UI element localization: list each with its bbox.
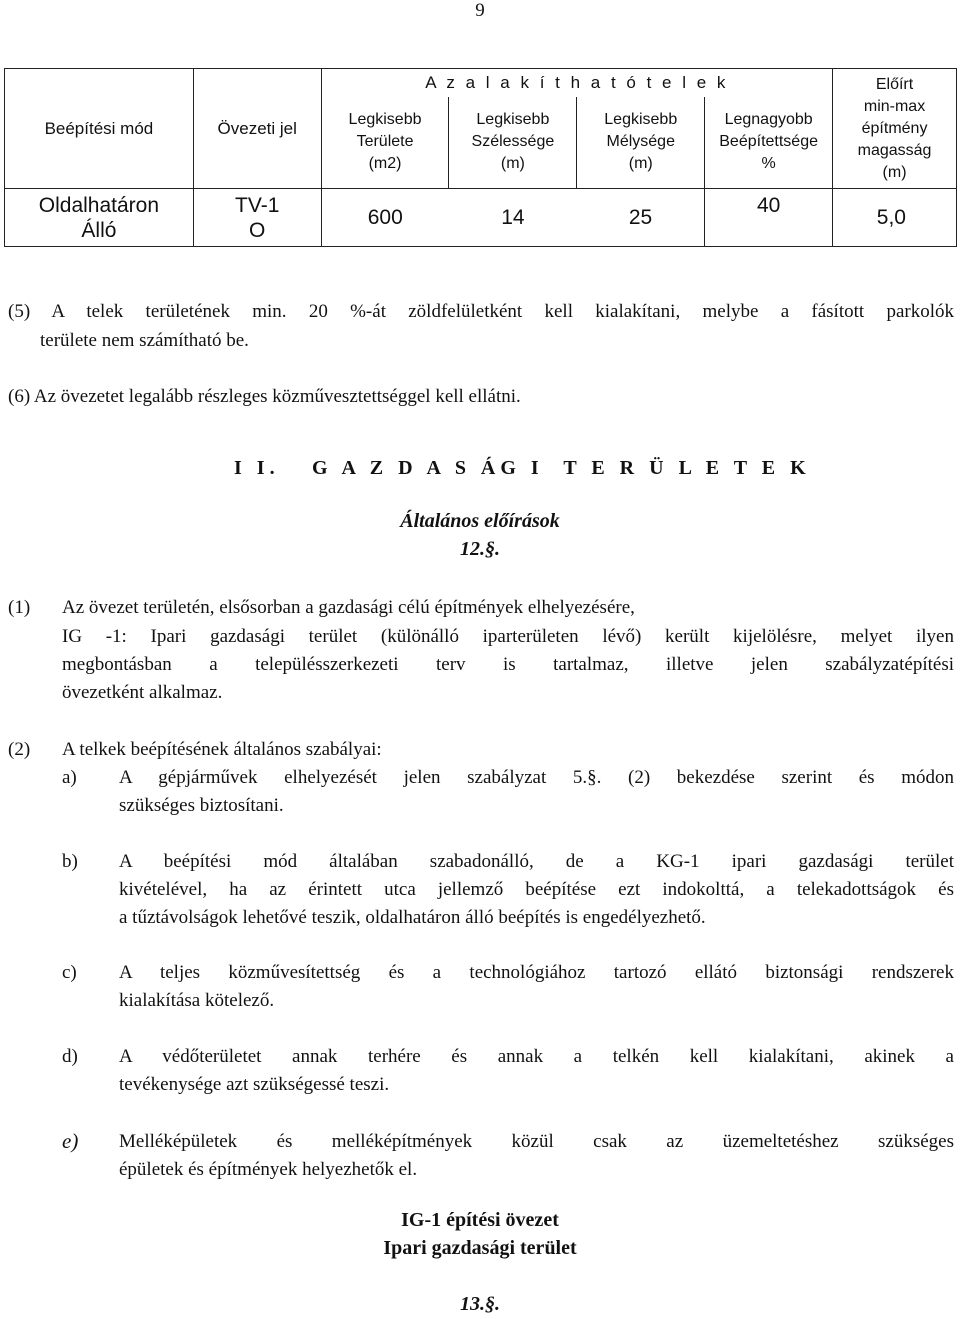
header-min-area: Legkisebb Területe (m2): [321, 97, 449, 189]
cell-min-width: 14: [449, 189, 577, 247]
cell-min-depth: 25: [577, 189, 705, 247]
header-building-mode: Beépítési mód: [5, 69, 194, 189]
item-b-line-3: a tűztávolságok lehetővé teszik, oldalhatáron álló beépítés is engedélyezhető.: [119, 907, 706, 928]
header-max-coverage: Legnagyobb Beépítettsége %: [705, 97, 833, 189]
item-e-line-2: épületek és építmények helyezhetők el.: [119, 1159, 418, 1180]
header-min-width: Legkisebb Szélessége (m): [449, 97, 577, 189]
section-number: I I.: [234, 457, 280, 479]
zoning-table: [4, 68, 957, 247]
zone-title: IG-1 építési övezet: [401, 1209, 559, 1231]
item-d-line-2: tevékenysége azt szükségessé teszi.: [119, 1074, 390, 1095]
item-c-line-2: kialakítása kötelező.: [119, 990, 275, 1011]
item-b-line-2: kivételével, ha az érintett utca jellemző beépítése ezt indokolttá, a telekadottságok és: [119, 879, 954, 900]
header-plot-group: A z a l a k í t h a t ó t e l e k: [321, 69, 832, 97]
paragraph-12-title: 12.§.: [460, 538, 500, 560]
paragraph-13-title: 13.§.: [460, 1293, 500, 1315]
cell-height: 5,0: [833, 189, 957, 247]
p2-number: (2): [8, 739, 31, 760]
p1-line-4: övezetként alkalmaz.: [62, 682, 223, 703]
item-e-label: e): [62, 1129, 79, 1153]
paragraph-6: (6) Az övezetet legalább részleges közművesztettséggel kell ellátni.: [8, 386, 521, 407]
item-c-line-1: A teljes közművesítettség és a technológiához tartozó ellátó biztonsági rendszerek: [119, 962, 954, 983]
p1-line-3: megbontásban a településszerkezeti terv is tartalmaz, illetve jelen szabályzatépítési: [62, 654, 954, 675]
p1-number: (1): [8, 597, 31, 618]
cell-zone-code: TV-1 O: [193, 189, 321, 247]
p2-intro: A telkek beépítésének általános szabályai:: [62, 739, 382, 760]
page-number: 9: [475, 0, 485, 21]
cell-max-coverage: 40: [705, 189, 833, 247]
item-b-line-1: A beépítési mód általában szabadonálló, de a KG-1 ipari gazdasági terület: [119, 851, 954, 872]
cell-min-area: 600: [321, 189, 449, 247]
p1-line-1: Az övezet területén, elsősorban a gazdasági célú építmények elhelyezésére,: [62, 597, 635, 618]
header-zone-code: Övezeti jel: [193, 69, 321, 189]
item-a-line-2: szükséges biztosítani.: [119, 795, 284, 816]
header-min-depth: Legkisebb Mélysége (m): [577, 97, 705, 189]
item-a-label: a): [62, 767, 77, 788]
section-title: G A Z D A S ÁG I T E R Ü L E T E K: [312, 457, 811, 479]
paragraph-5-line-2: területe nem számítható be.: [40, 330, 249, 351]
paragraph-5-line-1: (5) A telek területének min. 20 %-át zöldfelületként kell kialakítani, melybe a fásított parkolók: [8, 301, 954, 322]
item-a-line-1: A gépjárművek elhelyezését jelen szabályzat 5.§. (2) bekezdése szerint és módon: [119, 767, 954, 788]
item-e-line-1: Melléképületek és melléképítmények közül csak az üzemeltetéshez szükséges: [119, 1131, 954, 1152]
cell-building-mode: Oldalhatáron Álló: [5, 189, 194, 247]
p1-line-2: IG -1: Ipari gazdasági terület (különálló iparterületen lévő) került kijelölésre, melyet ilyen: [62, 626, 954, 647]
item-d-line-1: A védőterületet annak terhére és annak a telkén kell kialakítani, akinek a: [119, 1046, 954, 1067]
zone-subtitle: Ipari gazdasági terület: [383, 1237, 577, 1259]
item-c-label: c): [62, 962, 77, 983]
item-d-label: d): [62, 1046, 78, 1067]
subheading-general-rules: Általános előírások: [400, 510, 560, 532]
header-height: Előírt min-max építmény magasság (m): [833, 69, 957, 189]
item-b-label: b): [62, 851, 78, 872]
